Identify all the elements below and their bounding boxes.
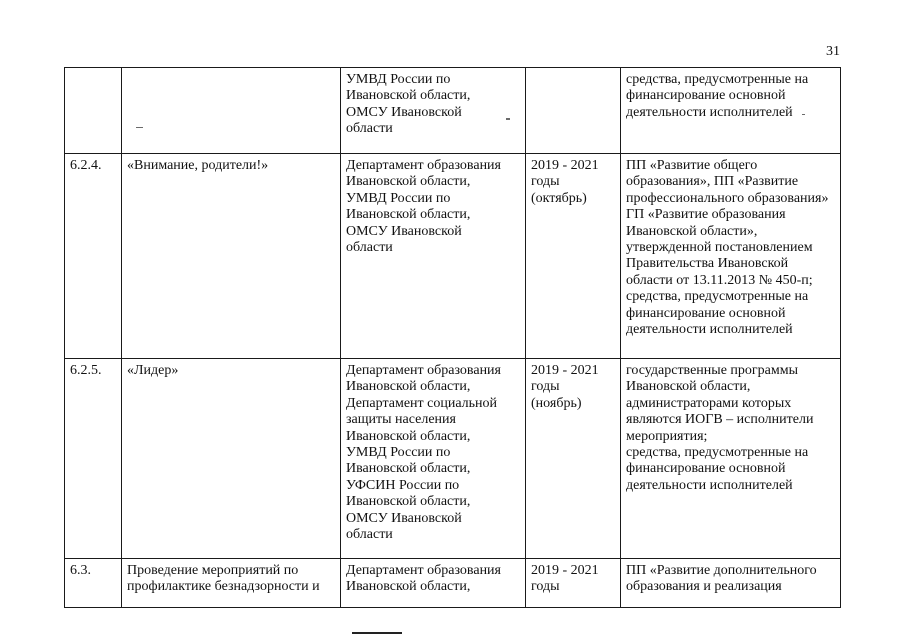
- text-line: администраторами которых: [626, 395, 792, 411]
- text-line: защиты населения: [346, 412, 456, 428]
- cell-term: [526, 154, 621, 359]
- text-line: утвержденной постановлением: [626, 240, 813, 256]
- page-number: 31: [826, 44, 840, 59]
- table-row: [65, 559, 841, 608]
- text-line: ГП «Развитие образования: [626, 207, 786, 223]
- cell-number: [65, 559, 122, 608]
- text-line: Ивановской области»,: [626, 223, 758, 239]
- text-line: Департамент социальной: [346, 395, 498, 411]
- text-line: мероприятия;: [626, 428, 708, 444]
- text-line: (ноябрь): [531, 395, 582, 411]
- cell-executors: [341, 559, 526, 608]
- cell-executors: [341, 154, 526, 359]
- text-line: годы: [531, 379, 560, 395]
- text-line: области: [346, 240, 393, 256]
- table-row: [65, 68, 841, 154]
- text-line: Департамент образования: [346, 563, 501, 578]
- cell-name: [122, 359, 341, 559]
- text-line: 2019 - 2021: [531, 158, 599, 173]
- text-line: Правительства Ивановской: [626, 256, 789, 272]
- text-line: финансирование основной: [626, 88, 786, 104]
- cell-name: [122, 559, 341, 608]
- text-line: ПП «Развитие дополнительного: [626, 563, 817, 578]
- text-line: Ивановской области,: [346, 461, 471, 477]
- measures-table: [64, 67, 841, 608]
- text-line: образования», ПП «Развитие: [626, 174, 799, 190]
- text-line: средства, предусмотренные на: [626, 289, 809, 305]
- text-line: средства, предусмотренные на: [626, 445, 809, 461]
- scan-speck: [136, 127, 143, 128]
- text-line: финансирование основной: [626, 305, 786, 321]
- text-line: финансирование основной: [626, 461, 786, 477]
- text-line: Департамент образования: [346, 363, 501, 378]
- text-line: деятельности исполнителей: [626, 322, 793, 338]
- text-line: УМВД России по: [346, 190, 451, 206]
- text-line: Ивановской области,: [346, 88, 471, 104]
- cell-number: [65, 154, 122, 359]
- text-line: Ивановской области,: [346, 379, 471, 395]
- cell-number: [65, 359, 122, 559]
- text-line: годы: [531, 174, 560, 190]
- text-line: Ивановской области,: [346, 579, 471, 595]
- cell-financing: [621, 559, 841, 608]
- text-line: «Лидер»: [127, 363, 179, 378]
- cell-executors: [341, 359, 526, 559]
- text-line: УМВД России по: [346, 72, 451, 87]
- text-line: ПП «Развитие общего: [626, 158, 758, 173]
- text-line: Ивановской области,: [626, 379, 751, 395]
- cell-term: [526, 359, 621, 559]
- text-line: (октябрь): [531, 190, 587, 206]
- cell-executors: [341, 68, 526, 154]
- text-line: ОМСУ Ивановской: [346, 104, 462, 120]
- text-line: области от 13.11.2013 № 450-п;: [626, 272, 813, 288]
- cell-name: [122, 68, 341, 154]
- text-line: профессионального образования»: [626, 190, 829, 206]
- text-line: образования и реализация: [626, 579, 782, 595]
- cell-financing: [621, 154, 841, 359]
- text-line: являются ИОГВ – исполнители: [626, 412, 814, 428]
- text-line: Ивановской области,: [346, 207, 471, 223]
- cell-term: [526, 68, 621, 154]
- text-line: «Внимание, родители!»: [127, 158, 269, 173]
- cell-financing: [621, 359, 841, 559]
- text-line: государственные программы: [626, 363, 798, 378]
- text-line: УМВД России по: [346, 445, 451, 461]
- text-line: области: [346, 527, 393, 543]
- text-line: профилактике безнадзорности и: [127, 579, 320, 595]
- item-number: 6.3.: [70, 563, 91, 578]
- cell-term: [526, 559, 621, 608]
- text-line: 2019 - 2021: [531, 563, 599, 578]
- text-line: средства, предусмотренные на: [626, 72, 809, 87]
- scan-speck: [802, 114, 805, 115]
- text-line: Ивановской области,: [346, 494, 471, 510]
- cell-number: [65, 68, 122, 154]
- table-row: [65, 359, 841, 559]
- text-line: Проведение мероприятий по: [127, 563, 299, 578]
- item-number: 6.2.5.: [70, 363, 102, 378]
- text-line: Департамент образования: [346, 158, 501, 173]
- text-line: области: [346, 121, 393, 137]
- scan-speck: [506, 118, 510, 120]
- table-row: [65, 154, 841, 359]
- scan-mark: [352, 632, 402, 634]
- text-line: годы: [531, 579, 560, 595]
- text-line: Ивановской области,: [346, 428, 471, 444]
- cell-financing: [621, 68, 841, 154]
- text-line: ОМСУ Ивановской: [346, 510, 462, 526]
- text-line: 2019 - 2021: [531, 363, 599, 378]
- text-line: Ивановской области,: [346, 174, 471, 190]
- text-line: ОМСУ Ивановской: [346, 223, 462, 239]
- text-line: деятельности исполнителей: [626, 104, 793, 120]
- text-line: деятельности исполнителей: [626, 477, 793, 493]
- item-number: 6.2.4.: [70, 158, 102, 173]
- cell-name: [122, 154, 341, 359]
- text-line: УФСИН России по: [346, 477, 460, 493]
